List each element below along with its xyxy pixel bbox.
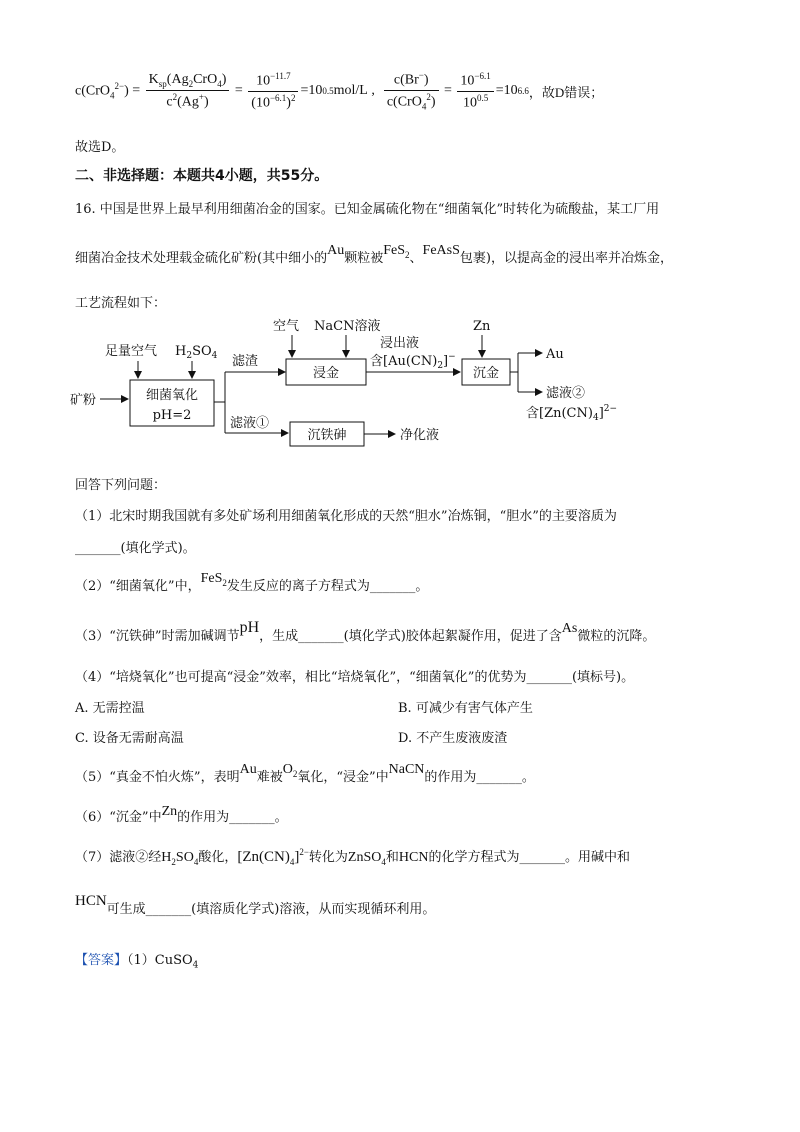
item-3: （3）“沉铁砷”时需加碱调节pH，生成_______(填化学式)胶体起絮凝作用，促进了含As微粒的沉降。 — [75, 619, 656, 644]
item-4: （4）“培烧氧化”也可提高“浸金”效率，相比“培烧氧化”，“细菌氧化”的优势为_______(填标号)。 — [75, 670, 635, 685]
option-c: C. 设备无需耐高温 — [75, 731, 184, 746]
filtrate2-line2: 含$[Zn(CN)_4]^{2-}$ — [526, 404, 618, 423]
item-7-cont: HCN可生成_______(填溶质化学式)溶液，从而实现循环利用。 — [75, 893, 436, 917]
leach-line2: 含$[Au(CN)_2]^-$ — [370, 352, 456, 371]
filtrate2-label: 滤液② — [546, 386, 586, 401]
au-label: Au — [546, 347, 564, 362]
value-fraction: $\frac{10^{-11.7}}{(10^{-6.1})^2}$ — [248, 71, 298, 111]
ksp-fraction: $\frac{K_{sp}(Ag_2CrO_4)}{c^2(Ag^+)}$ — [146, 72, 230, 110]
section-heading: 二、非选择题：本题共4小题，共55分。 — [75, 168, 329, 184]
box1-line2: pH=2 — [152, 408, 192, 423]
answer-tag: 【答案】 — [75, 953, 128, 968]
ore-label: 矿粉 — [70, 393, 97, 408]
box2-label: 浸金 — [312, 366, 340, 381]
ratio-fraction: $\frac{c(Br^-)}{c(CrO_4^2)}$ — [384, 70, 439, 111]
q16-line3: 工艺流程如下： — [75, 296, 167, 311]
c-cro4: c(CrO$_4^{2-}$) — [75, 81, 129, 101]
select-text: 故选D。 — [75, 140, 125, 155]
item-7: （7）滤液②经$H_2SO_4$酸化，$[Zn(CN)_4]^{2-}$转化为ZnSO$_4$和HCN的化学方程式为_______。用碱中和 — [75, 847, 630, 867]
clean-label: 净化液 — [400, 428, 440, 443]
zn-label: Zn — [473, 319, 491, 334]
item-6: （6）“沉金”中Zn的作用为_______。 — [75, 804, 288, 825]
process-flow-diagram — [70, 305, 630, 455]
box4-label: 沉铁砷 — [307, 428, 347, 443]
h2so4-label: $H_2SO_4$ — [175, 344, 218, 361]
residue-label: 滤渣 — [232, 354, 259, 369]
option-d: D. 不产生废液废渣 — [398, 731, 508, 746]
item-5: （5）“真金不怕火炼”，表明Au难被$O_2$氧化，“浸金”中NaCN的作用为_______。 — [75, 762, 535, 785]
filtrate1-label: 滤液① — [230, 416, 270, 431]
formula-line: c(CrO$_4^{2-}$) = $\frac{K_{sp}(Ag_2CrO_4)}{c^2(Ag^+)}$ = $\frac{10^{-11.7}}{(10^{-6.1})^2}$ =10 0.5 mol/L , $\frac{c(Br^-)}{c(CrO_4^2)}$ = $\frac{10^{-6.1}}{10^{0.5}}$ =10 6.6 ，故D错误； — [75, 70, 604, 112]
answer-prompt: 回答下列问题： — [75, 478, 167, 493]
air-label: 足量空气 — [105, 344, 158, 359]
item-2: （2）“细菌氧化”中，FeS$_2$发生反应的离子方程式为_______。 — [75, 571, 429, 594]
box3-label: 沉金 — [472, 366, 500, 381]
item-1a: （1）北宋时期我国就有多处矿场利用细菌氧化形成的天然“胆水”冶炼铜，“胆水”的主要溶质为 — [75, 509, 617, 524]
item-1b: _______(填化学式)。 — [75, 541, 196, 556]
answer-line: 【答案】（1）CuSO$_4$ — [75, 953, 199, 971]
q16-line2: 细菌冶金技术处理载金硫化矿粉(其中细小的Au颗粒被FeS$_2$、FeAsS包裹)，以提高金的浸出率并冶炼金， — [75, 243, 673, 266]
box1-line1: 细菌氧化 — [145, 388, 199, 403]
air-input-label: 空气 — [273, 319, 300, 334]
nacn-label: NaCN溶液 — [314, 319, 381, 334]
option-b: B. 可减少有害气体产生 — [398, 701, 533, 716]
leach-line1: 浸出液 — [380, 336, 420, 351]
option-a: A. 无需控温 — [75, 701, 145, 716]
ratio-value-fraction: $\frac{10^{-6.1}}{10^{0.5}}$ — [457, 71, 493, 111]
q16-line1: 16. 中国是世界上最早利用细菌冶金的国家。已知金属硫化物在“细菌氧化”时转化为硫酸盐，某工厂用 — [75, 202, 660, 217]
